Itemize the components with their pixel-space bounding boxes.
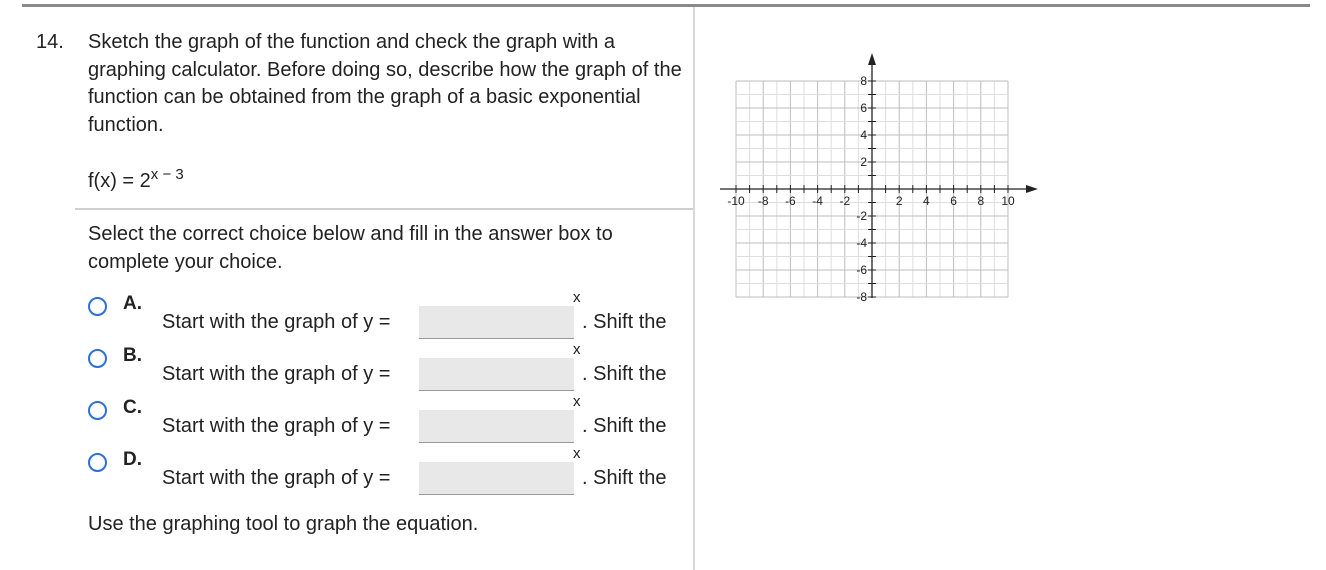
- radio-button-a[interactable]: [88, 297, 107, 316]
- x-tick-label: -10: [727, 194, 745, 208]
- x-tick-label: 2: [895, 194, 903, 208]
- y-tick-label: 6: [860, 101, 867, 115]
- choice-letter: A.: [123, 293, 142, 314]
- y-axis-arrow: [868, 53, 876, 65]
- coordinate-grid[interactable]: [700, 40, 1050, 310]
- choice-letter: D.: [123, 449, 142, 470]
- choice-d[interactable]: [88, 445, 688, 495]
- answer-box-d[interactable]: [419, 462, 574, 495]
- answer-box-a[interactable]: [419, 306, 574, 339]
- choice-letter: B.: [123, 345, 142, 366]
- x-tick-label: -8: [757, 194, 769, 208]
- x-tick-label: 8: [977, 194, 985, 208]
- x-tick-label: 10: [1001, 194, 1015, 208]
- x-axis-arrow: [1026, 185, 1038, 193]
- choice-a[interactable]: [88, 289, 688, 339]
- section-separator: [75, 208, 693, 210]
- choice-suffix: . Shift the: [582, 415, 667, 437]
- y-tick-label: 2: [860, 155, 867, 169]
- x-mark: x: [573, 341, 581, 358]
- x-tick-label: 4: [923, 194, 930, 208]
- choice-prefix: Start with the graph of y =: [162, 311, 391, 333]
- instruction-text: Select the correct choice below and fill in the answer box to complete your choice.: [88, 223, 613, 273]
- x-mark: x: [573, 393, 581, 410]
- choice-suffix: . Shift the: [582, 363, 667, 385]
- graph-instruction: Use the graphing tool to graph the equation.: [88, 513, 479, 535]
- radio-button-b[interactable]: [88, 349, 107, 368]
- answer-box-b[interactable]: [419, 358, 574, 391]
- x-tick-label: -6: [785, 194, 796, 208]
- function-exponent: x − 3: [150, 166, 184, 183]
- y-tick-label: -6: [856, 263, 867, 277]
- choice-suffix: . Shift the: [582, 467, 667, 489]
- x-tick-label: -4: [812, 194, 823, 208]
- x-tick-label: -2: [839, 194, 851, 208]
- x-mark: x: [573, 289, 581, 306]
- x-mark: x: [573, 445, 581, 462]
- y-tick-label: 8: [860, 74, 867, 88]
- panel-divider: [693, 7, 695, 570]
- function-base: f(x) = 2: [88, 170, 151, 192]
- top-rule: [22, 4, 1310, 7]
- y-tick-label: 4: [860, 128, 867, 142]
- radio-button-c[interactable]: [88, 401, 107, 420]
- choice-prefix: Start with the graph of y =: [162, 415, 391, 437]
- choice-letter: C.: [123, 397, 142, 418]
- radio-button-d[interactable]: [88, 453, 107, 472]
- question-text: Sketch the graph of the function and check the graph with a graphing calculator. Before doing so, describe how the graph of the function can be obtained from the graph of a basic exponential function.: [88, 31, 682, 136]
- choice-c[interactable]: [88, 393, 688, 443]
- choice-b[interactable]: [88, 341, 688, 391]
- function-expression: [88, 166, 184, 193]
- x-tick-label: 6: [950, 194, 957, 208]
- y-tick-label: -2: [856, 209, 867, 223]
- answer-box-c[interactable]: [419, 410, 574, 443]
- choice-prefix: Start with the graph of y =: [162, 363, 391, 385]
- question-number: 14.: [36, 31, 64, 53]
- y-tick-label: -8: [856, 290, 867, 304]
- choice-suffix: . Shift the: [582, 311, 667, 333]
- y-tick-label: -4: [856, 236, 867, 250]
- choice-prefix: Start with the graph of y =: [162, 467, 391, 489]
